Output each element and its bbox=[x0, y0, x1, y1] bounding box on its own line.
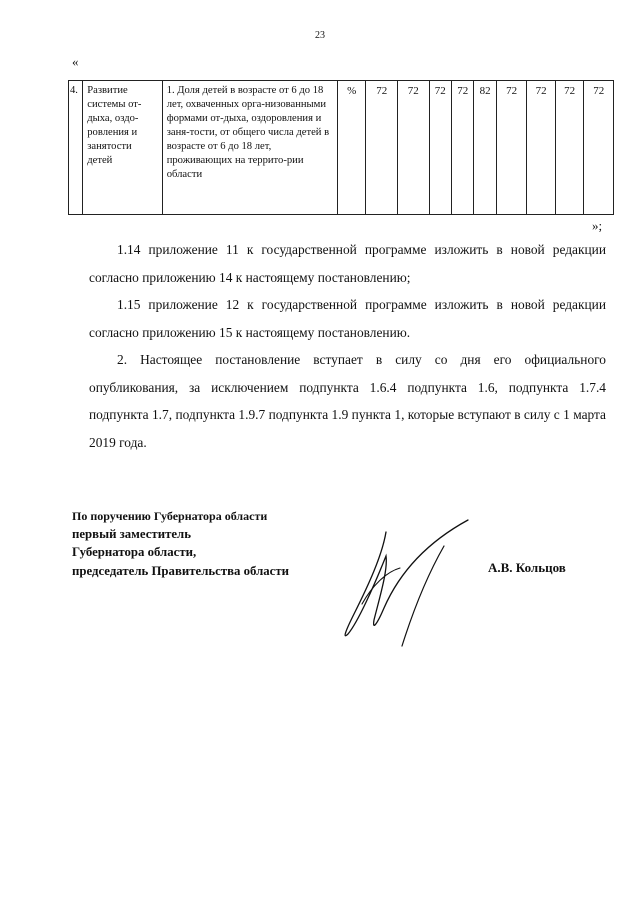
page-number: 23 bbox=[315, 30, 325, 41]
value-cell: 72 bbox=[429, 81, 451, 215]
signature-line-2: первый заместитель bbox=[72, 526, 191, 541]
close-quote: »; bbox=[592, 218, 603, 233]
signatory-name: А.В. Кольцов bbox=[488, 560, 566, 575]
row-section: Развитие системы от-дыха, оздо-ровления и занятости детей bbox=[83, 81, 162, 215]
body-text bbox=[89, 236, 606, 456]
row-indicator: 1. Доля детей в возрасте от 6 до 18 лет, охваченных орга-низованными формами от-дыха, оздоровления и заня-тости, от общего числа детей в возрасте от 6 до 18 лет, проживающих на террито-рии области bbox=[162, 81, 337, 215]
value-cell: 82 bbox=[474, 81, 496, 215]
indicators-table bbox=[68, 80, 614, 215]
value-cell: 72 bbox=[366, 81, 398, 215]
signature-line-1: По поручению Губернатора области bbox=[72, 509, 268, 523]
value-cell: 72 bbox=[398, 81, 430, 215]
signature-line-4: председатель Правительства области bbox=[72, 563, 290, 578]
signature-line-3: Губернатора области, bbox=[72, 545, 197, 560]
handwritten-signature bbox=[328, 516, 478, 648]
paragraph-1-14: 1.14 приложение 11 к государственной программе изложить в новой редакции согласно приложению 14 к настоящему постановлению; bbox=[89, 242, 606, 285]
paragraph-2: 2. Настоящее постановление вступает в силу со дня его официального опубликования, за исключением подпункта 1.6.4 подпункта 1.6, подпункта 1.7.4 подпункта 1.7, подпункта 1.9.7 подпункта 1.9 пункта 1, которые вступают в силу с 1 марта 2019 года. bbox=[89, 352, 606, 450]
value-cell: 72 bbox=[451, 81, 473, 215]
value-cell: 72 bbox=[496, 81, 527, 215]
row-index: 4. bbox=[69, 81, 83, 215]
table-row bbox=[69, 81, 614, 215]
paragraph-1-15: 1.15 приложение 12 к государственной программе изложить в новой редакции согласно приложению 15 к настоящему постановлению. bbox=[89, 297, 606, 340]
open-quote: « bbox=[72, 54, 79, 69]
value-cell: 72 bbox=[584, 81, 614, 215]
row-unit: % bbox=[337, 81, 366, 215]
signature-block bbox=[72, 508, 289, 580]
value-cell: 72 bbox=[527, 81, 556, 215]
value-cell: 72 bbox=[555, 81, 584, 215]
